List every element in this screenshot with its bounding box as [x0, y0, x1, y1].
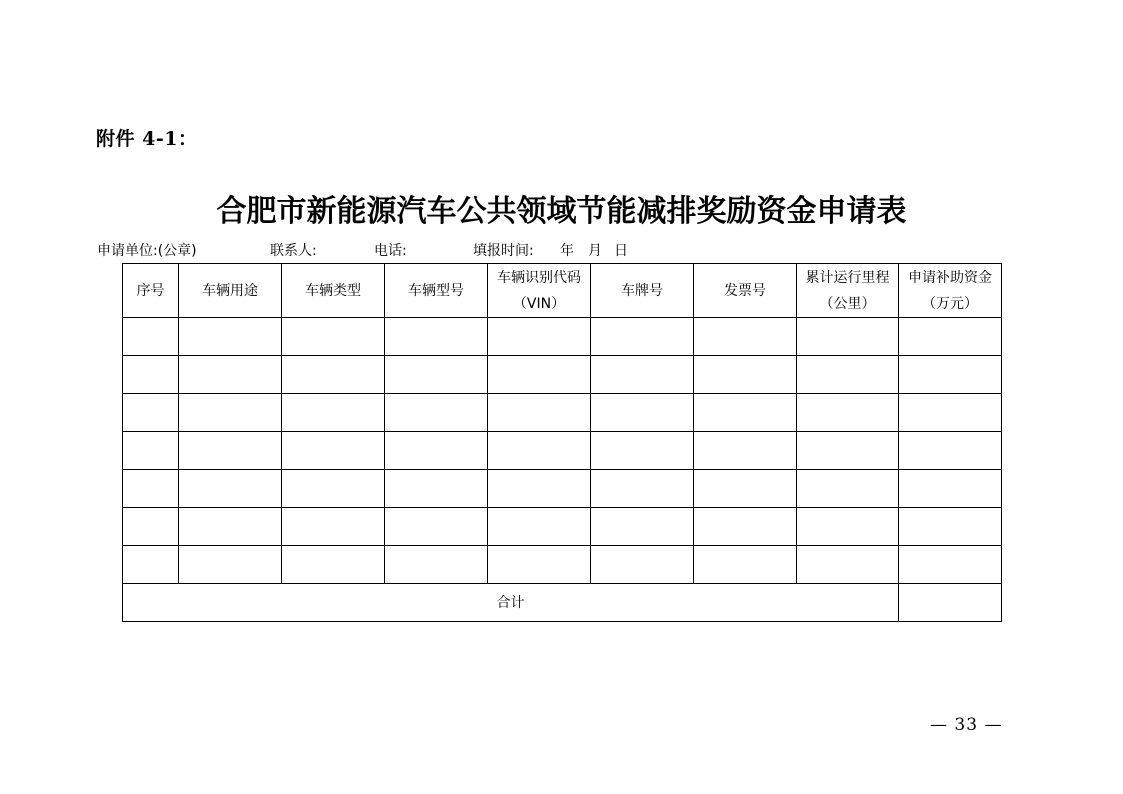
table-cell[interactable] [385, 470, 488, 508]
table-cell[interactable] [694, 546, 797, 584]
table-cell[interactable] [123, 318, 179, 356]
column-header [488, 264, 591, 318]
table-cell[interactable] [488, 318, 591, 356]
table-cell[interactable] [385, 356, 488, 394]
table-cell[interactable] [591, 508, 694, 546]
column-header [899, 264, 1002, 318]
table-cell[interactable] [488, 508, 591, 546]
table-cell[interactable] [123, 394, 179, 432]
table-cell[interactable] [123, 546, 179, 584]
table-cell[interactable] [797, 318, 899, 356]
table-cell[interactable] [282, 356, 385, 394]
table-cell[interactable] [797, 432, 899, 470]
column-header-unit: （VIN） [512, 295, 566, 312]
column-header [179, 264, 282, 318]
table-row [123, 546, 1002, 584]
applicant-label: 申请单位:(公章) [97, 243, 197, 259]
phone-label: 电话: [374, 243, 407, 259]
total-label: 合计 [123, 584, 899, 622]
table-cell[interactable] [591, 318, 694, 356]
table-cell[interactable] [385, 546, 488, 584]
table-cell[interactable] [694, 394, 797, 432]
column-header-label: 序号 [136, 282, 165, 299]
table-row [123, 432, 1002, 470]
total-value-cell[interactable] [899, 584, 1002, 622]
table-cell[interactable] [179, 508, 282, 546]
table-cell[interactable] [591, 546, 694, 584]
table-cell[interactable] [797, 394, 899, 432]
table-cell[interactable] [488, 394, 591, 432]
table-cell[interactable] [282, 546, 385, 584]
table-cell[interactable] [694, 432, 797, 470]
table-cell[interactable] [488, 356, 591, 394]
column-header-label: 车牌号 [621, 282, 663, 299]
table-cell[interactable] [385, 508, 488, 546]
column-header-label: 车辆类型 [305, 282, 361, 299]
page-number: — 33 — [930, 715, 1003, 735]
table-cell[interactable] [694, 470, 797, 508]
column-header-label: 申请补助资金 [908, 269, 992, 286]
table-cell[interactable] [899, 432, 1002, 470]
table-cell[interactable] [123, 470, 179, 508]
table-cell[interactable] [899, 356, 1002, 394]
column-header [123, 264, 179, 318]
page-title: 合肥市新能源汽车公共领域节能减排奖励资金申请表 [216, 194, 907, 229]
table-cell[interactable] [179, 318, 282, 356]
table-cell[interactable] [694, 356, 797, 394]
table-cell[interactable] [591, 394, 694, 432]
table-cell[interactable] [385, 318, 488, 356]
date-label: 填报时间: [473, 243, 534, 259]
table-cell[interactable] [123, 356, 179, 394]
table-body [123, 318, 1002, 584]
table-cell[interactable] [591, 470, 694, 508]
table-cell[interactable] [488, 432, 591, 470]
table-cell[interactable] [488, 470, 591, 508]
table-cell[interactable] [591, 356, 694, 394]
table-cell[interactable] [179, 546, 282, 584]
table-cell[interactable] [123, 508, 179, 546]
attachment-label: 附件 4-1： [96, 128, 198, 150]
table-cell[interactable] [179, 394, 282, 432]
table-cell[interactable] [385, 394, 488, 432]
table-cell[interactable] [899, 470, 1002, 508]
column-header-label: 车辆用途 [202, 282, 258, 299]
contact-label: 联系人: [270, 243, 317, 259]
table-row [123, 470, 1002, 508]
total-row [123, 584, 1002, 622]
table-row [123, 508, 1002, 546]
column-header-label: 车辆识别代码 [497, 269, 581, 286]
day-label: 日 [614, 243, 628, 259]
application-table [122, 263, 1002, 622]
column-header [797, 264, 899, 318]
table-cell[interactable] [899, 318, 1002, 356]
month-label: 月 [588, 243, 602, 259]
form-meta [97, 240, 997, 260]
table-cell[interactable] [123, 432, 179, 470]
column-header-label: 车辆型号 [408, 282, 464, 299]
table-cell[interactable] [282, 432, 385, 470]
table-cell[interactable] [179, 432, 282, 470]
column-header-label: 累计运行里程 [805, 269, 890, 286]
table-cell[interactable] [488, 546, 591, 584]
column-header [694, 264, 797, 318]
table-cell[interactable] [282, 394, 385, 432]
column-header-label: 发票号 [724, 282, 766, 299]
table-cell[interactable] [899, 508, 1002, 546]
table-cell[interactable] [797, 508, 899, 546]
table-cell[interactable] [179, 356, 282, 394]
table-cell[interactable] [899, 546, 1002, 584]
table-cell[interactable] [282, 318, 385, 356]
table-cell[interactable] [797, 546, 899, 584]
column-header [282, 264, 385, 318]
table-cell[interactable] [694, 318, 797, 356]
table-cell[interactable] [385, 432, 488, 470]
column-header-unit: （公里） [819, 295, 876, 312]
table-row [123, 394, 1002, 432]
table-cell[interactable] [591, 432, 694, 470]
table-cell[interactable] [694, 508, 797, 546]
column-header [591, 264, 694, 318]
table-header-row [123, 264, 1002, 318]
table-row [123, 356, 1002, 394]
table-cell[interactable] [179, 470, 282, 508]
table-cell[interactable] [282, 470, 385, 508]
column-header-unit: （万元） [922, 295, 978, 312]
table-row [123, 318, 1002, 356]
year-label: 年 [560, 243, 574, 259]
table-cell[interactable] [797, 356, 899, 394]
column-header [385, 264, 488, 318]
table-cell[interactable] [282, 508, 385, 546]
table-cell[interactable] [899, 394, 1002, 432]
table-cell[interactable] [797, 470, 899, 508]
